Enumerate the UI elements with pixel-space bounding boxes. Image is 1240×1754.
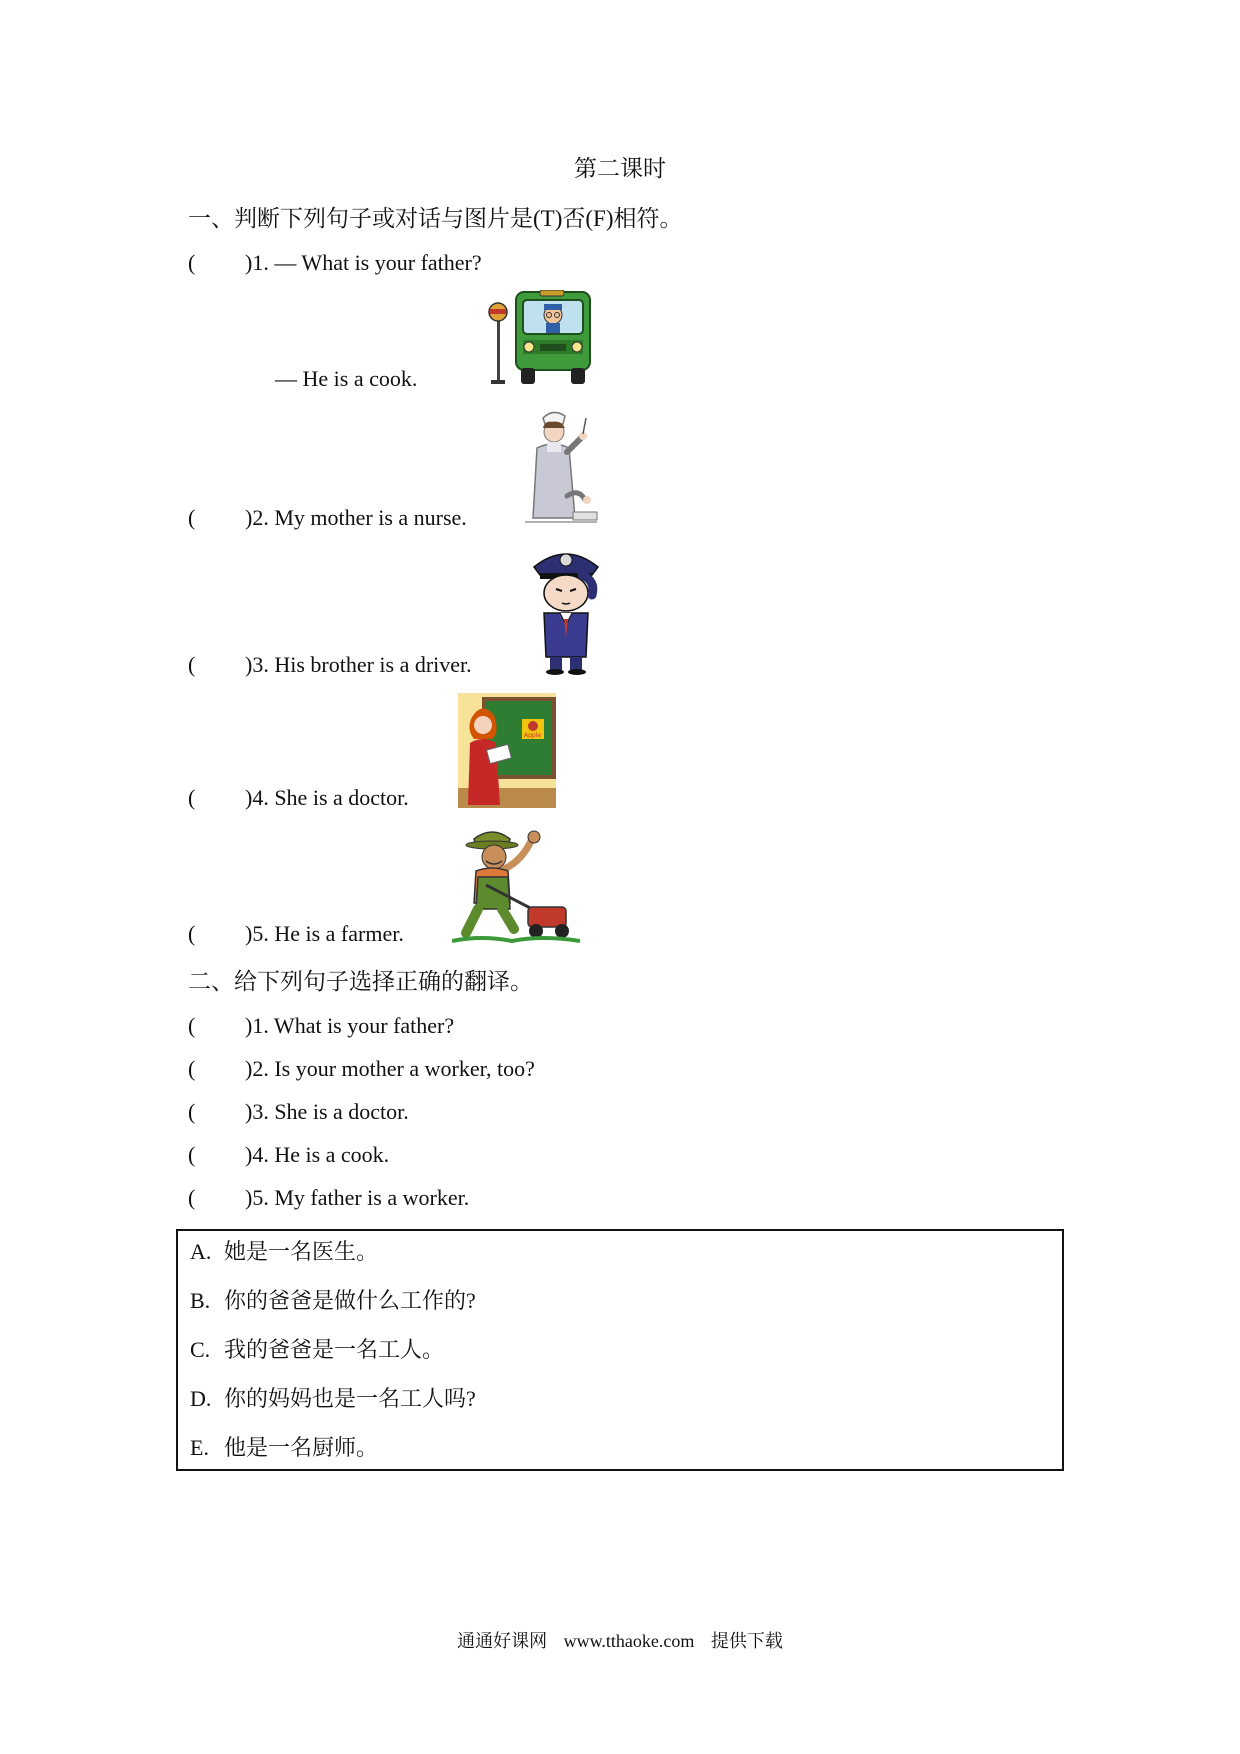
- part2-heading: 二、给下列句子选择正确的翻译。: [188, 969, 533, 994]
- apple-label: Apple: [524, 732, 542, 739]
- part2-question-4: [0, 1142, 1240, 1172]
- part1-reply-1: — He is a cook.: [275, 366, 418, 391]
- answer-blank[interactable]: (: [188, 505, 196, 530]
- option-key: B.: [190, 1288, 211, 1313]
- option-c: [190, 1333, 444, 1364]
- answer-blank[interactable]: (: [188, 1185, 196, 1210]
- option-d: [190, 1382, 476, 1413]
- footer-site-name: 通通好课网: [457, 1631, 548, 1651]
- part1-question-5: [0, 921, 1240, 951]
- teacher-picture: [458, 693, 556, 808]
- page-title: 第二课时: [574, 156, 666, 181]
- option-key: C.: [190, 1337, 211, 1362]
- option-key: A.: [190, 1239, 212, 1264]
- question-text: )4. He is a cook.: [245, 1142, 390, 1167]
- option-e: [190, 1431, 378, 1462]
- part2-question-5: [0, 1185, 1240, 1215]
- option-text: 她是一名医生。: [224, 1239, 379, 1264]
- option-key: D.: [190, 1386, 212, 1411]
- answer-blank[interactable]: (: [188, 921, 196, 946]
- answer-blank[interactable]: (: [188, 1142, 196, 1167]
- option-text: 你的妈妈也是一名工人吗?: [224, 1386, 476, 1411]
- option-text: 我的爸爸是一名工人。: [224, 1337, 445, 1362]
- part1-question-1: [0, 250, 1240, 280]
- option-a: [190, 1235, 378, 1266]
- option-key: E.: [190, 1435, 209, 1460]
- answer-blank[interactable]: (: [188, 1099, 196, 1124]
- part2-question-3: [0, 1099, 1240, 1129]
- question-text: )5. My father is a worker.: [245, 1185, 470, 1210]
- part1-question-3: [0, 652, 1240, 682]
- part2-question-2: [0, 1056, 1240, 1086]
- option-text: 你的爸爸是做什么工作的?: [224, 1288, 476, 1313]
- question-text: )3. She is a doctor.: [245, 1099, 409, 1124]
- part2-question-1: [0, 1013, 1240, 1043]
- footer-url[interactable]: www.tthaoke.com: [563, 1631, 695, 1651]
- gardener-picture: [452, 825, 582, 947]
- nurse-picture: [523, 408, 598, 528]
- part1-heading: 一、判断下列句子或对话与图片是(T)否(F)相符。: [188, 206, 683, 231]
- part1-question-4: [0, 785, 1240, 815]
- option-text: 他是一名厨师。: [224, 1435, 379, 1460]
- question-text: )3. His brother is a driver.: [245, 652, 472, 677]
- answer-blank[interactable]: (: [188, 250, 196, 275]
- part1-question-2: [0, 505, 1240, 535]
- footer: [0, 1627, 1240, 1653]
- bus-driver-picture: [488, 290, 593, 390]
- translation-options-box: [176, 1229, 1064, 1471]
- question-text: )1. What is your father?: [245, 1013, 455, 1038]
- answer-blank[interactable]: (: [188, 652, 196, 677]
- question-text: )2. Is your mother a worker, too?: [245, 1056, 535, 1081]
- police-officer-picture: [528, 545, 604, 675]
- footer-suffix: 提供下载: [710, 1631, 783, 1651]
- answer-blank[interactable]: (: [188, 1056, 196, 1081]
- question-text: )4. She is a doctor.: [245, 785, 409, 810]
- answer-blank[interactable]: (: [188, 785, 196, 810]
- answer-blank[interactable]: (: [188, 1013, 196, 1038]
- question-text: )1. — What is your father?: [245, 250, 482, 275]
- question-text: )2. My mother is a nurse.: [245, 505, 467, 530]
- question-text: )5. He is a farmer.: [245, 921, 404, 946]
- option-b: [190, 1284, 476, 1315]
